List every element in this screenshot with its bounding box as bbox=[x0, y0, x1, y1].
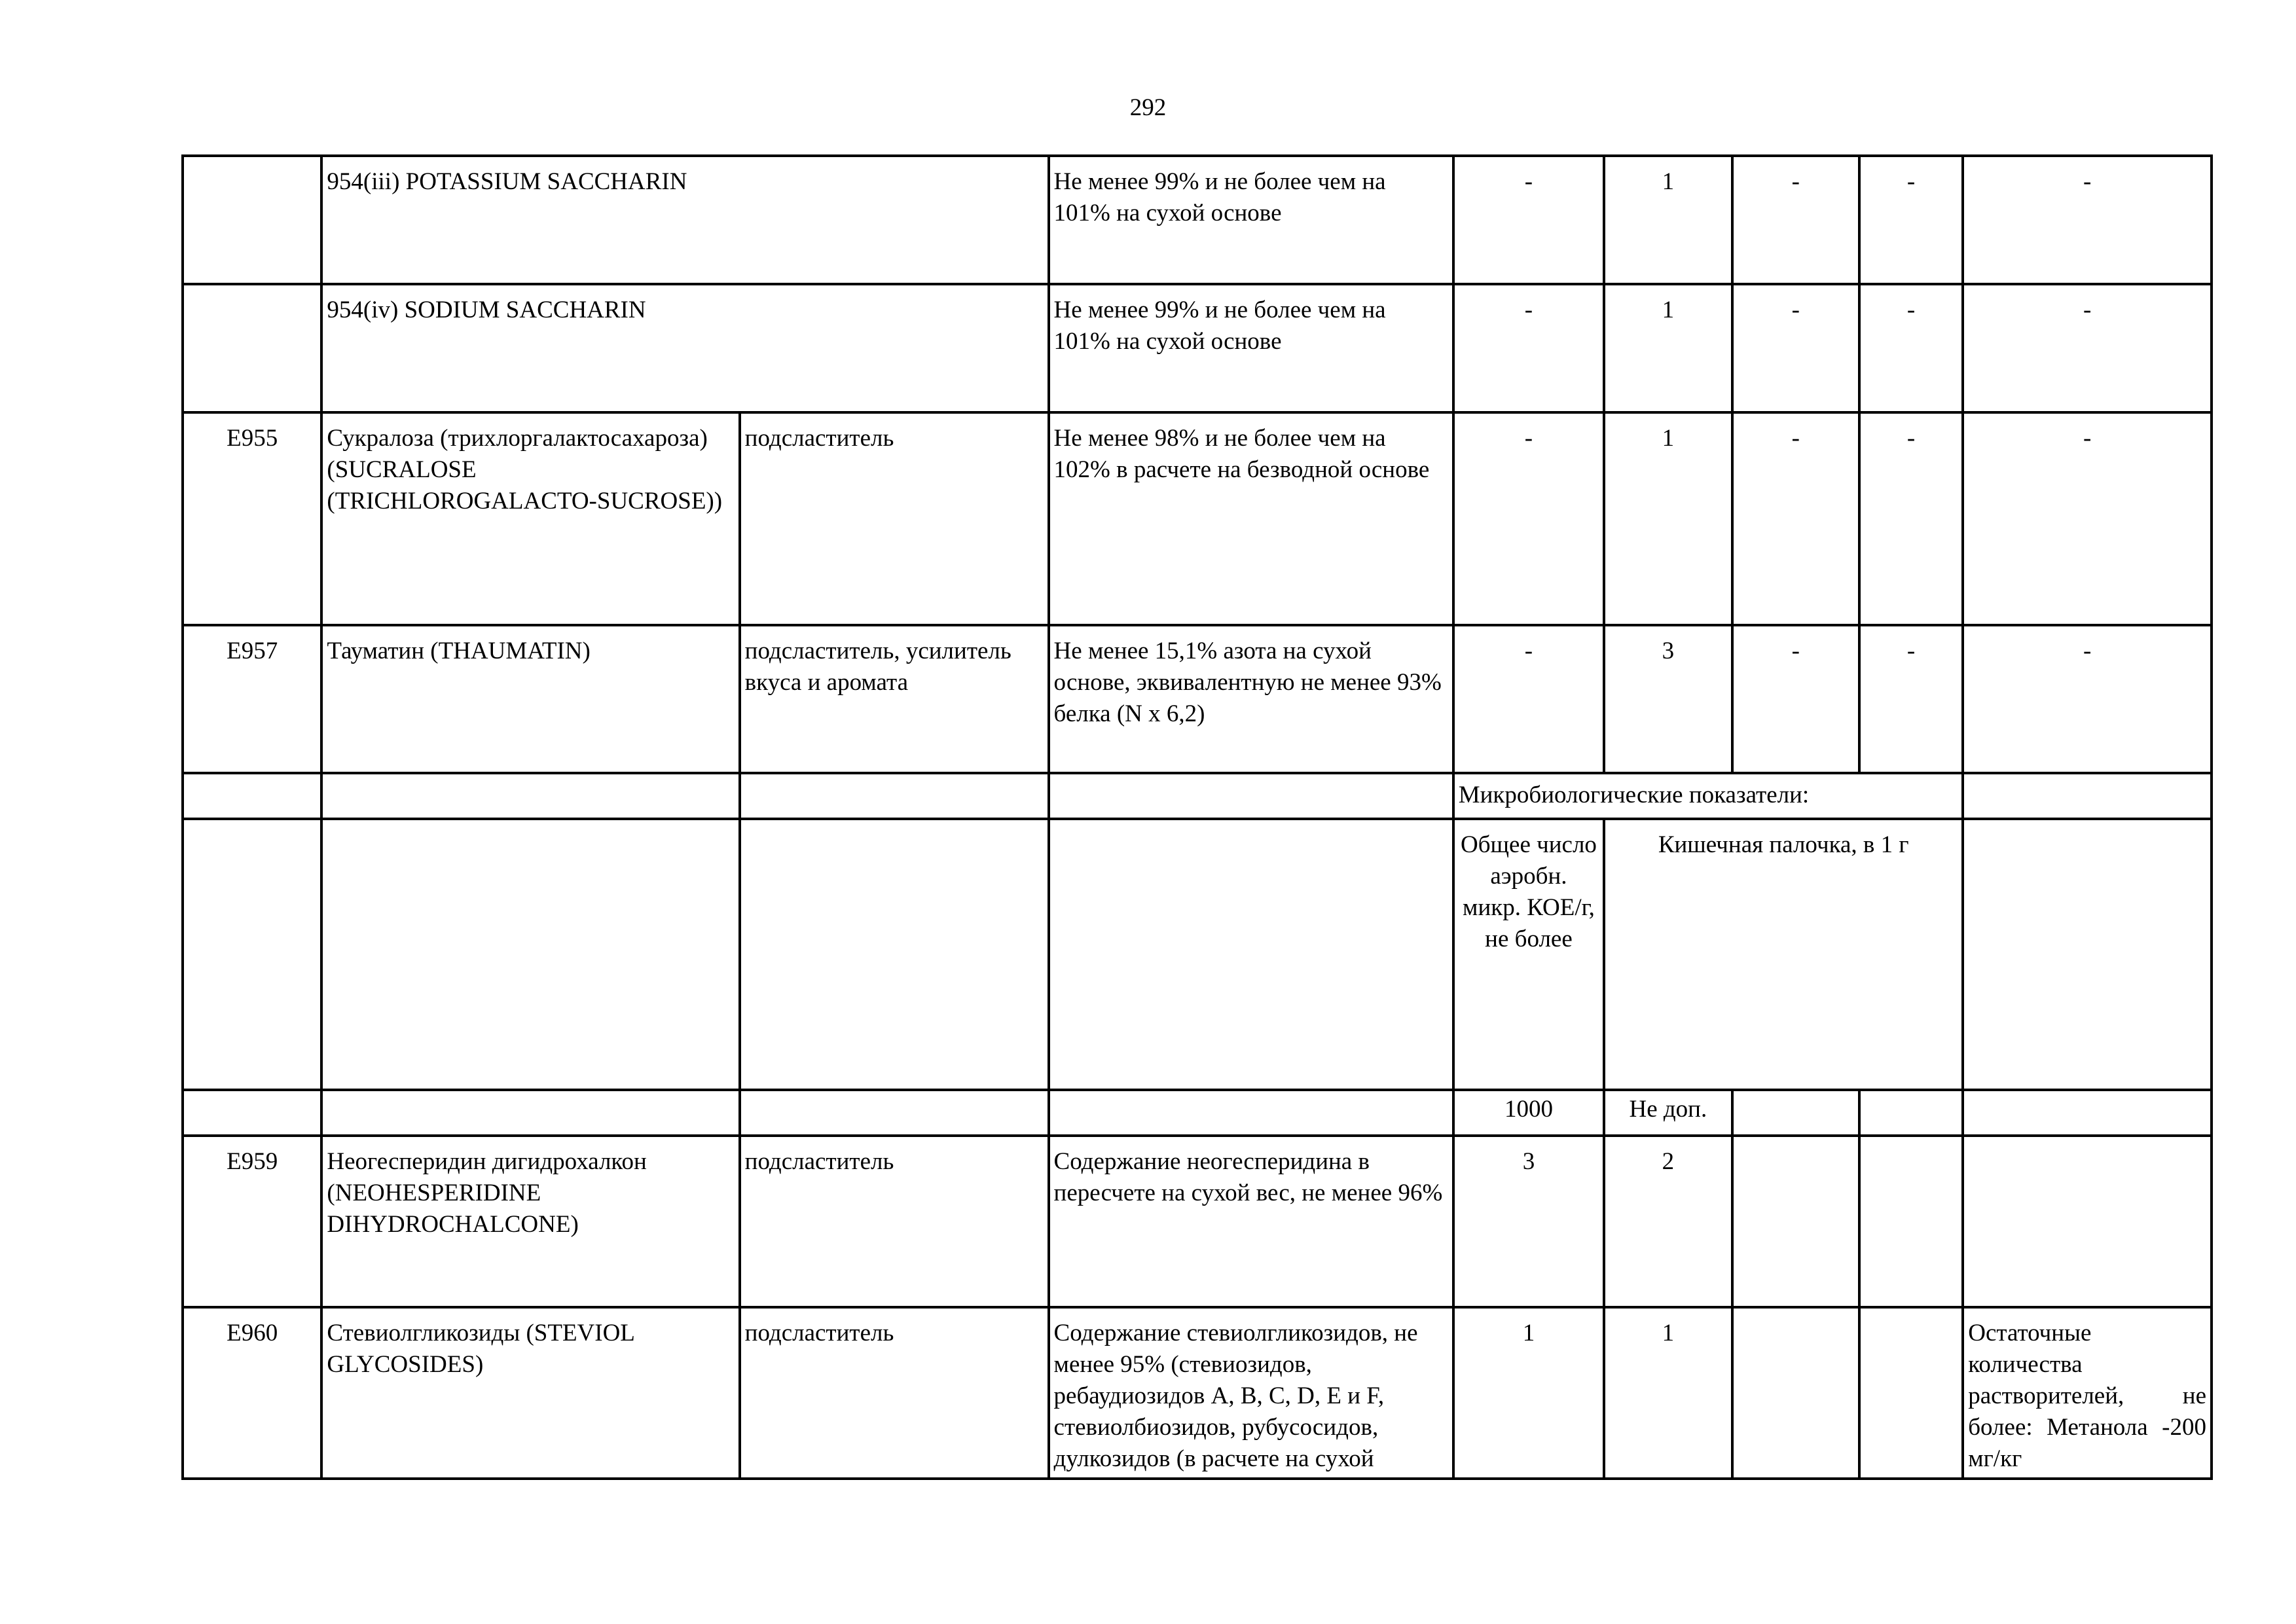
value-cell: - bbox=[1732, 156, 1859, 284]
table-row bbox=[183, 1090, 2212, 1136]
additive-name-cell: Неогесперидин дигидрохалкон (NEOHESPERIDINE DIHYDROCHALCONE) bbox=[321, 1136, 739, 1307]
table-row bbox=[183, 412, 2212, 625]
empty-cell bbox=[1732, 1090, 1859, 1136]
value-cell: 1 bbox=[1604, 284, 1732, 412]
value-cell bbox=[1859, 1136, 1963, 1307]
e-code-cell: E955 bbox=[183, 412, 321, 625]
additive-name-cell: Тауматин (THAUMATIN) bbox=[321, 625, 739, 773]
empty-cell bbox=[740, 819, 1049, 1090]
additive-name-cell: 954(iv) SODIUM SACCHARIN bbox=[321, 284, 1048, 412]
purity-cell: Содержание неогесперидина в пересчете на сухой вес, не менее 96% bbox=[1049, 1136, 1453, 1307]
empty-cell bbox=[1049, 819, 1453, 1090]
empty-cell bbox=[1049, 1090, 1453, 1136]
value-cell: 2 bbox=[1604, 1136, 1732, 1307]
function-cell: подсластитель bbox=[740, 1307, 1049, 1479]
table-row bbox=[183, 625, 2212, 773]
value-cell bbox=[1732, 1136, 1859, 1307]
purity-cell: Не менее 99% и не более чем на 101% на сухой основе bbox=[1049, 156, 1453, 284]
value-cell: 3 bbox=[1453, 1136, 1604, 1307]
value-cell: - bbox=[1453, 412, 1604, 625]
additive-name-cell: Стевиолгликозиды (STEVIOL GLYCOSIDES) bbox=[321, 1307, 739, 1479]
e-coli-header: Кишечная палочка, в 1 г bbox=[1604, 819, 1963, 1090]
value-cell: - bbox=[1453, 284, 1604, 412]
value-cell: 3 bbox=[1604, 625, 1732, 773]
empty-cell bbox=[740, 1090, 1049, 1136]
e-code-cell: E959 bbox=[183, 1136, 321, 1307]
e-code-cell: E957 bbox=[183, 625, 321, 773]
e-code-cell bbox=[183, 156, 321, 284]
additive-name-cell: 954(iii) POTASSIUM SACCHARIN bbox=[321, 156, 1048, 284]
function-cell: подсластитель bbox=[740, 412, 1049, 625]
value-cell: 1 bbox=[1604, 1307, 1732, 1479]
purity-cell: Не менее 98% и не более чем на 102% в расчете на безводной основе bbox=[1049, 412, 1453, 625]
empty-cell bbox=[321, 773, 739, 819]
aerobic-count-header: Общее число аэробн. микр. КОЕ/г, не более bbox=[1453, 819, 1604, 1090]
table-row bbox=[183, 284, 2212, 412]
empty-cell bbox=[183, 773, 321, 819]
value-cell: - bbox=[1859, 156, 1963, 284]
value-cell bbox=[1859, 1307, 1963, 1479]
empty-cell bbox=[183, 819, 321, 1090]
purity-cell: Не менее 15,1% азота на сухой основе, эквивалентную не менее 93% белка (N x 6,2) bbox=[1049, 625, 1453, 773]
value-cell: - bbox=[1859, 284, 1963, 412]
additive-spec-table bbox=[181, 154, 2213, 1480]
function-cell: подсластитель bbox=[740, 1136, 1049, 1307]
value-cell: - bbox=[1732, 412, 1859, 625]
value-cell: - bbox=[1732, 625, 1859, 773]
value-cell: - bbox=[1963, 625, 2212, 773]
value-cell bbox=[1732, 1307, 1859, 1479]
empty-cell bbox=[740, 773, 1049, 819]
value-cell: - bbox=[1963, 412, 2212, 625]
e-code-cell: E960 bbox=[183, 1307, 321, 1479]
table-row bbox=[183, 156, 2212, 284]
empty-cell bbox=[1049, 773, 1453, 819]
function-cell: подсластитель, усилитель вкуса и аромата bbox=[740, 625, 1049, 773]
empty-cell bbox=[1963, 819, 2212, 1090]
e-coli-value: Не доп. bbox=[1604, 1090, 1732, 1136]
empty-cell bbox=[183, 1090, 321, 1136]
table-row bbox=[183, 773, 2212, 819]
page-number: 292 bbox=[1129, 94, 1167, 121]
purity-cell: Содержание стевиолгликозидов, не менее 95% (стевиозидов, ребаудиозидов A, B, C, D, E и F, стевиолбиозидов, рубусосидов, дулкозидов (в расчете на сухой bbox=[1049, 1307, 1453, 1479]
aerobic-count-value: 1000 bbox=[1453, 1090, 1604, 1136]
value-cell: - bbox=[1963, 156, 2212, 284]
empty-cell bbox=[1859, 1090, 1963, 1136]
value-cell: 1 bbox=[1604, 412, 1732, 625]
value-cell bbox=[1963, 1136, 2212, 1307]
empty-cell bbox=[321, 819, 739, 1090]
empty-cell bbox=[321, 1090, 739, 1136]
microbiological-title: Микробиологические показатели: bbox=[1453, 773, 1963, 819]
table-row bbox=[183, 819, 2212, 1090]
table-row bbox=[183, 1307, 2212, 1479]
value-cell: - bbox=[1453, 625, 1604, 773]
value-cell: - bbox=[1859, 625, 1963, 773]
value-cell: - bbox=[1859, 412, 1963, 625]
value-cell: - bbox=[1963, 284, 2212, 412]
residual-solvents-cell: Остаточные количества растворителей, не более: Метанола -200 мг/кг bbox=[1963, 1307, 2212, 1479]
value-cell: - bbox=[1732, 284, 1859, 412]
e-code-cell bbox=[183, 284, 321, 412]
value-cell: 1 bbox=[1453, 1307, 1604, 1479]
additive-name-cell: Сукралоза (трихлоргалактосахароза) (SUCRALOSE (TRICHLOROGALACTO-SUCROSE)) bbox=[321, 412, 739, 625]
empty-cell bbox=[1963, 1090, 2212, 1136]
value-cell: 1 bbox=[1604, 156, 1732, 284]
purity-cell: Не менее 99% и не более чем на 101% на сухой основе bbox=[1049, 284, 1453, 412]
table-row bbox=[183, 1136, 2212, 1307]
empty-cell bbox=[1963, 773, 2212, 819]
value-cell: - bbox=[1453, 156, 1604, 284]
